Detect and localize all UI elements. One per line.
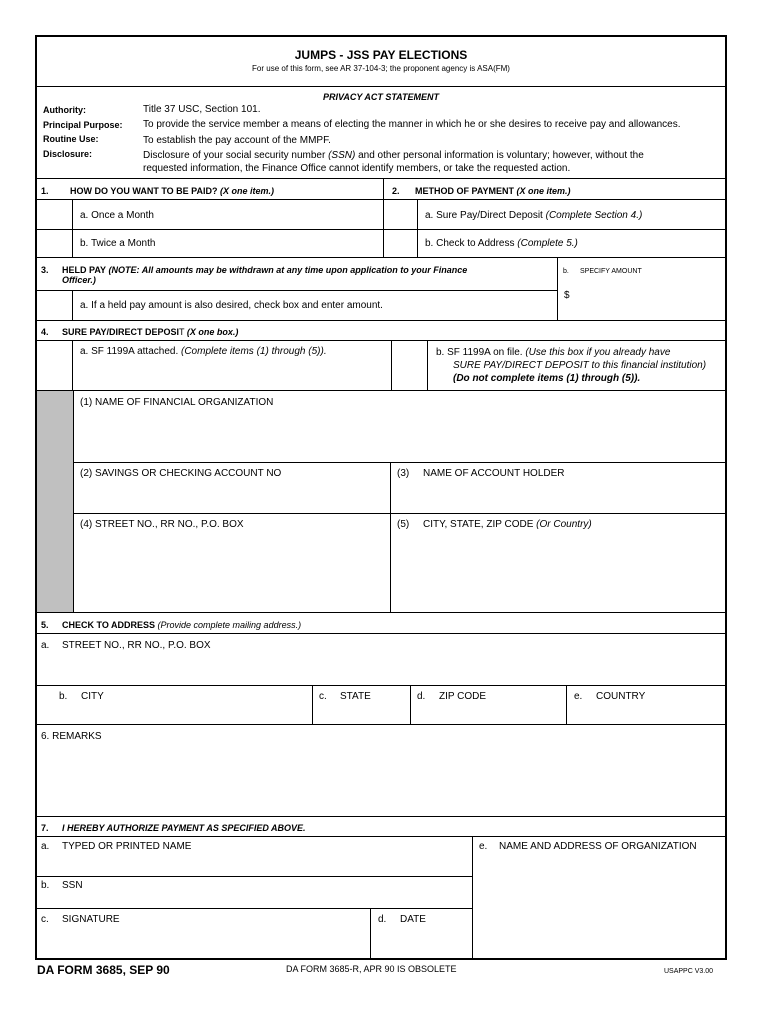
sec5-zip-label: ZIP CODE bbox=[439, 691, 487, 702]
sec4-note: (X one box.) bbox=[186, 327, 239, 337]
sec4-num: 4. bbox=[41, 327, 49, 337]
divider bbox=[557, 258, 558, 320]
account-no-label: (2) SAVINGS OR CHECKING ACCOUNT NO bbox=[80, 468, 282, 479]
divider bbox=[72, 290, 73, 320]
sec7-num: 7. bbox=[41, 823, 49, 833]
sec7-c-letter: c. bbox=[41, 914, 49, 925]
city-state-zip-input[interactable] bbox=[396, 535, 724, 607]
divider bbox=[72, 340, 73, 390]
sec5-street-input[interactable] bbox=[60, 656, 724, 684]
divider bbox=[37, 229, 725, 230]
divider bbox=[37, 320, 725, 321]
sf1199a-on-file-note3: (Do not complete items (1) through (5)). bbox=[453, 373, 641, 384]
sec7-heading: I HEREBY AUTHORIZE PAYMENT AS SPECIFIED ABOVE. bbox=[62, 823, 306, 833]
disclosure-text bbox=[143, 150, 644, 162]
financial-org-label: (1) NAME OF FINANCIAL ORGANIZATION bbox=[80, 397, 274, 408]
sec5-num: 5. bbox=[41, 620, 49, 630]
divider bbox=[72, 199, 73, 257]
twice-a-month-checkbox[interactable] bbox=[38, 230, 71, 256]
shaded-column bbox=[37, 391, 73, 612]
divider bbox=[37, 290, 557, 291]
sec5-country-label: COUNTRY bbox=[596, 691, 646, 702]
divider bbox=[37, 340, 725, 341]
divider bbox=[73, 462, 725, 463]
sure-pay-label bbox=[425, 210, 642, 222]
specify-amount-label: SPECIFY AMOUNT bbox=[580, 268, 642, 275]
divider bbox=[427, 340, 428, 390]
sec7-e-letter: e. bbox=[479, 841, 488, 852]
street-input[interactable] bbox=[78, 535, 388, 607]
divider bbox=[37, 257, 725, 258]
ssn-input[interactable] bbox=[60, 893, 472, 909]
printed-name-input[interactable] bbox=[60, 855, 472, 877]
sec5-a-letter: a. bbox=[41, 640, 50, 651]
sec2-num: 2. bbox=[392, 186, 400, 196]
sf1199a-on-file-note2: SURE PAY/DIRECT DEPOSIT to this financial institution) bbox=[453, 360, 707, 371]
sec2-heading bbox=[415, 185, 571, 197]
sec5-c-letter: c. bbox=[319, 691, 327, 702]
check-to-address-text: b. Check to Address bbox=[425, 238, 518, 249]
sec5-state-input[interactable] bbox=[316, 705, 410, 724]
divider bbox=[37, 685, 725, 686]
sec5-country-input[interactable] bbox=[570, 705, 724, 724]
once-a-month-label: a. Once a Month bbox=[80, 210, 154, 221]
sec5-heading-text: CHECK TO ADDRESS bbox=[62, 620, 156, 630]
divider bbox=[37, 908, 472, 909]
sf1199a-on-file-text: b. SF 1199A on file. bbox=[436, 347, 526, 358]
sf1199a-attached-checkbox[interactable] bbox=[38, 341, 71, 389]
routine-text: To establish the pay account of the MMPF. bbox=[143, 135, 331, 146]
divider bbox=[566, 685, 567, 724]
privacy-heading: PRIVACY ACT STATEMENT bbox=[322, 92, 439, 102]
form-subtitle: For use of this form, see AR 37-104-3; the proponent agency is ASA(FM) bbox=[252, 64, 510, 73]
divider bbox=[37, 836, 725, 837]
sec7-a-letter: a. bbox=[41, 841, 50, 852]
once-a-month-checkbox[interactable] bbox=[38, 200, 71, 228]
form-title: JUMPS - JSS PAY ELECTIONS bbox=[294, 48, 468, 62]
dollar-sign: $ bbox=[564, 290, 570, 301]
city-state-zip-note: (Or Country) bbox=[536, 519, 592, 530]
divider bbox=[37, 816, 725, 817]
divider bbox=[390, 462, 391, 612]
sec3-note-line2: Officer.) bbox=[62, 275, 96, 285]
sec3-num: 3. bbox=[41, 265, 49, 275]
authority-label: Authority: bbox=[43, 105, 86, 115]
sec5-city-input[interactable] bbox=[60, 705, 312, 724]
held-pay-label: a. If a held pay amount is also desired, check box and enter amount. bbox=[80, 300, 383, 311]
held-pay-checkbox[interactable] bbox=[38, 291, 71, 319]
divider bbox=[73, 513, 725, 514]
financial-org-input[interactable] bbox=[78, 412, 724, 460]
obsolete-note: DA FORM 3685-R, APR 90 IS OBSOLETE bbox=[286, 964, 457, 974]
specify-amount-letter: b. bbox=[563, 268, 569, 275]
sec5-b-letter: b. bbox=[59, 691, 68, 702]
sec3-note: (NOTE: All amounts may be withdrawn at any time upon application to your Finance bbox=[108, 265, 468, 275]
org-address-label: NAME AND ADDRESS OF ORGANIZATION bbox=[499, 841, 697, 852]
sf1199a-attached-note: (Complete items (1) through (5)). bbox=[181, 346, 327, 357]
sec7-d-letter: d. bbox=[378, 914, 387, 925]
sf1199a-on-file-label bbox=[436, 347, 670, 359]
account-no-input[interactable] bbox=[78, 484, 388, 512]
check-to-address-checkbox[interactable] bbox=[384, 230, 416, 256]
usappc-version: USAPPC V3.00 bbox=[664, 968, 714, 975]
sf1199a-attached-label bbox=[80, 346, 327, 358]
divider bbox=[73, 390, 74, 612]
sec4-heading bbox=[62, 326, 238, 338]
sec5-street-label: STREET NO., RR NO., P.O. BOX bbox=[62, 640, 211, 651]
divider bbox=[410, 685, 411, 724]
city-state-zip-num: (5) bbox=[397, 519, 410, 530]
sec5-state-label: STATE bbox=[340, 691, 371, 702]
sf1199a-attached-text: a. SF 1199A attached. bbox=[80, 346, 181, 357]
sec2-heading-text: METHOD OF PAYMENT bbox=[415, 186, 515, 196]
sec5-d-letter: d. bbox=[417, 691, 426, 702]
disclosure-label: Disclosure: bbox=[43, 149, 93, 159]
sec5-zip-input[interactable] bbox=[414, 705, 566, 724]
authority-text: Title 37 USC, Section 101. bbox=[143, 104, 261, 115]
divider bbox=[37, 390, 725, 391]
disclosure-post: and other personal information is voluntary; however, without the bbox=[355, 150, 644, 161]
date-input[interactable] bbox=[376, 928, 472, 956]
purpose-label: Principal Purpose: bbox=[43, 120, 123, 130]
account-holder-num: (3) bbox=[397, 468, 410, 479]
sec4-heading-text: SURE PAY/DIRECT DEPOSI bbox=[62, 327, 180, 337]
divider bbox=[37, 876, 472, 877]
sec1-heading-text: HOW DO YOU WANT TO BE PAID? bbox=[70, 186, 218, 196]
sure-pay-checkbox[interactable] bbox=[384, 200, 416, 228]
divider bbox=[312, 685, 313, 724]
org-address-input[interactable] bbox=[478, 856, 724, 958]
remarks-input[interactable] bbox=[41, 746, 725, 816]
divider bbox=[37, 199, 725, 200]
sec3-heading bbox=[62, 264, 467, 276]
divider bbox=[472, 836, 473, 959]
divider bbox=[370, 908, 371, 959]
check-to-address-label bbox=[425, 238, 578, 250]
sf1199a-on-file-note: (Use this box if you already have bbox=[525, 347, 671, 358]
sec5-city-label: CITY bbox=[81, 691, 104, 702]
disclosure-pre: Disclosure of your social security number bbox=[143, 150, 329, 161]
sec5-e-letter: e. bbox=[574, 691, 583, 702]
check-to-address-note: (Complete 5.) bbox=[517, 238, 578, 249]
printed-name-label: TYPED OR PRINTED NAME bbox=[62, 841, 192, 852]
sec7-b-letter: b. bbox=[41, 880, 50, 891]
disclosure-line2: requested information, the Finance Office cannot identify members, or take the requested action. bbox=[143, 163, 571, 174]
sec5-heading bbox=[62, 619, 301, 631]
date-label: DATE bbox=[400, 914, 426, 925]
sec5-note: (Provide complete mailing address.) bbox=[155, 620, 302, 630]
routine-label: Routine Use: bbox=[43, 134, 99, 144]
signature-input[interactable] bbox=[60, 928, 370, 956]
account-holder-label: NAME OF ACCOUNT HOLDER bbox=[423, 468, 565, 479]
city-state-zip-label bbox=[423, 519, 592, 531]
account-holder-input[interactable] bbox=[396, 484, 724, 512]
sec4-heading-t: T bbox=[179, 327, 185, 337]
divider bbox=[37, 612, 725, 613]
divider bbox=[37, 178, 725, 179]
divider bbox=[417, 199, 418, 257]
disclosure-ssn: (SSN) bbox=[328, 150, 356, 161]
signature-label: SIGNATURE bbox=[62, 914, 120, 925]
divider bbox=[37, 724, 725, 725]
sec1-num: 1. bbox=[41, 186, 49, 196]
sec1-heading bbox=[70, 185, 274, 197]
sure-pay-note: (Complete Section 4.) bbox=[545, 210, 643, 221]
sec2-note: (X one item.) bbox=[516, 186, 571, 196]
purpose-text: To provide the service member a means of electing the manner in which he or she desires to receive pay and allowances. bbox=[143, 119, 681, 130]
sf1199a-on-file-checkbox[interactable] bbox=[392, 341, 426, 389]
divider bbox=[37, 86, 725, 87]
sure-pay-text: a. Sure Pay/Direct Deposit bbox=[425, 210, 546, 221]
divider bbox=[37, 633, 725, 634]
twice-a-month-label: b. Twice a Month bbox=[80, 238, 156, 249]
held-pay-amount-input[interactable] bbox=[574, 286, 726, 308]
city-state-zip-text: CITY, STATE, ZIP CODE bbox=[423, 519, 537, 530]
form-number: DA FORM 3685, SEP 90 bbox=[37, 963, 170, 977]
street-label: (4) STREET NO., RR NO., P.O. BOX bbox=[80, 519, 244, 530]
sec1-note: (X one item.) bbox=[220, 186, 275, 196]
ssn-label: SSN bbox=[62, 880, 83, 891]
remarks-label: 6. REMARKS bbox=[41, 731, 102, 742]
sec3-heading-text: HELD PAY bbox=[62, 265, 107, 275]
